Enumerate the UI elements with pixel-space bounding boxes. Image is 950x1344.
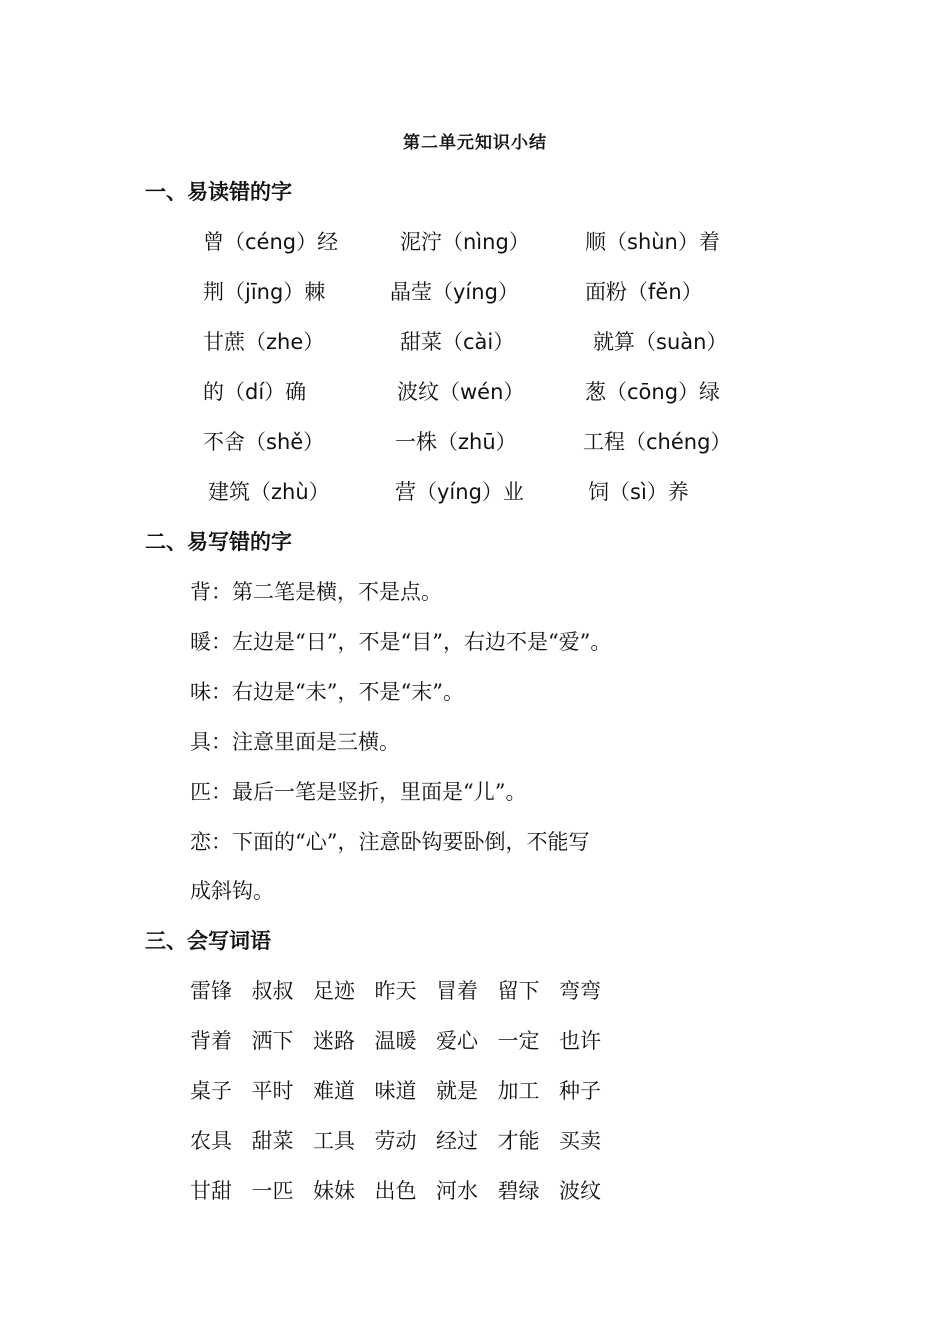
note-line: 具：注意里面是三横。 [190, 730, 400, 754]
word: 农具 [190, 1129, 232, 1153]
section-heading-1: 一、易读错的字 [145, 180, 292, 204]
word: 弯弯 [559, 979, 601, 1003]
pinyin-item: 饲（sì）养 [588, 480, 689, 504]
word: 买卖 [559, 1129, 601, 1153]
word: 平时 [251, 1079, 294, 1103]
pinyin-item: 泥泞（nìng） [400, 230, 530, 254]
word: 甘甜 [190, 1179, 232, 1203]
note-line: 暖：左边是“日”，不是“目”，右边不是“爱”。 [190, 630, 612, 654]
word-row [190, 1125, 621, 1155]
word: 足迹 [313, 979, 355, 1003]
word: 加工 [497, 1079, 540, 1103]
pinyin-item: 不舍（shě） [203, 430, 325, 454]
word: 背着 [190, 1029, 232, 1053]
word-row [190, 1075, 621, 1105]
word: 工具 [313, 1129, 355, 1153]
word: 留下 [497, 979, 540, 1003]
word: 经过 [436, 1129, 478, 1153]
word: 就是 [436, 1079, 478, 1103]
pinyin-item: 波纹（wén） [397, 380, 525, 404]
note-line: 恋：下面的“心”，注意卧钩要卧倒，不能写 [190, 830, 590, 854]
page-title: 第二单元知识小结 [403, 133, 547, 153]
note-line: 味：右边是“未”，不是“末”。 [190, 680, 464, 704]
pinyin-item: 顺（shùn）着 [585, 230, 720, 254]
pinyin-item: 一株（zhū） [395, 430, 517, 454]
section-heading-3: 三、会写词语 [145, 929, 271, 953]
pinyin-item: 晶莹（yíng） [390, 280, 519, 304]
word-row [190, 975, 621, 1005]
word: 碧绿 [497, 1179, 540, 1203]
word: 一定 [497, 1029, 540, 1053]
pinyin-item: 甘蔗（zhe） [203, 330, 325, 354]
pinyin-item: 面粉（fěn） [585, 280, 703, 304]
word: 河水 [436, 1179, 478, 1203]
word: 雷锋 [190, 979, 232, 1003]
word: 种子 [559, 1079, 601, 1103]
word: 才能 [497, 1129, 540, 1153]
word: 难道 [313, 1079, 355, 1103]
pinyin-item: 工程（chéng） [583, 430, 732, 454]
word: 也许 [559, 1029, 601, 1053]
word: 妹妹 [313, 1179, 355, 1203]
word-row [190, 1025, 621, 1055]
word: 温暖 [374, 1029, 417, 1053]
word: 昨天 [374, 979, 417, 1003]
section-heading-2: 二、易写错的字 [145, 530, 292, 554]
word-row [190, 1175, 621, 1205]
pinyin-item: 营（yíng）业 [395, 480, 524, 504]
pinyin-item: 荆（jīng）棘 [203, 280, 326, 304]
pinyin-item: 就算（suàn） [593, 330, 728, 354]
word: 劳动 [374, 1129, 417, 1153]
word: 桌子 [190, 1079, 232, 1103]
word: 叔叔 [251, 979, 294, 1003]
word: 迷路 [313, 1029, 355, 1053]
pinyin-item: 建筑（zhù） [208, 480, 330, 504]
word: 洒下 [251, 1029, 294, 1053]
word: 一匹 [251, 1179, 294, 1203]
word: 波纹 [559, 1179, 601, 1203]
pinyin-item: 曾（céng）经 [203, 230, 339, 254]
word: 冒着 [436, 979, 478, 1003]
word: 爱心 [436, 1029, 478, 1053]
note-line: 背：第二笔是横，不是点。 [190, 580, 442, 604]
note-line: 匹：最后一笔是竖折，里面是“儿”。 [190, 780, 527, 804]
note-line: 成斜钩。 [190, 879, 274, 903]
word: 甜菜 [251, 1129, 294, 1153]
word: 味道 [374, 1079, 417, 1103]
pinyin-item: 葱（cōng）绿 [585, 380, 721, 404]
pinyin-item: 的（dí）确 [203, 380, 307, 404]
word: 出色 [374, 1179, 417, 1203]
pinyin-item: 甜菜（cài） [400, 330, 515, 354]
